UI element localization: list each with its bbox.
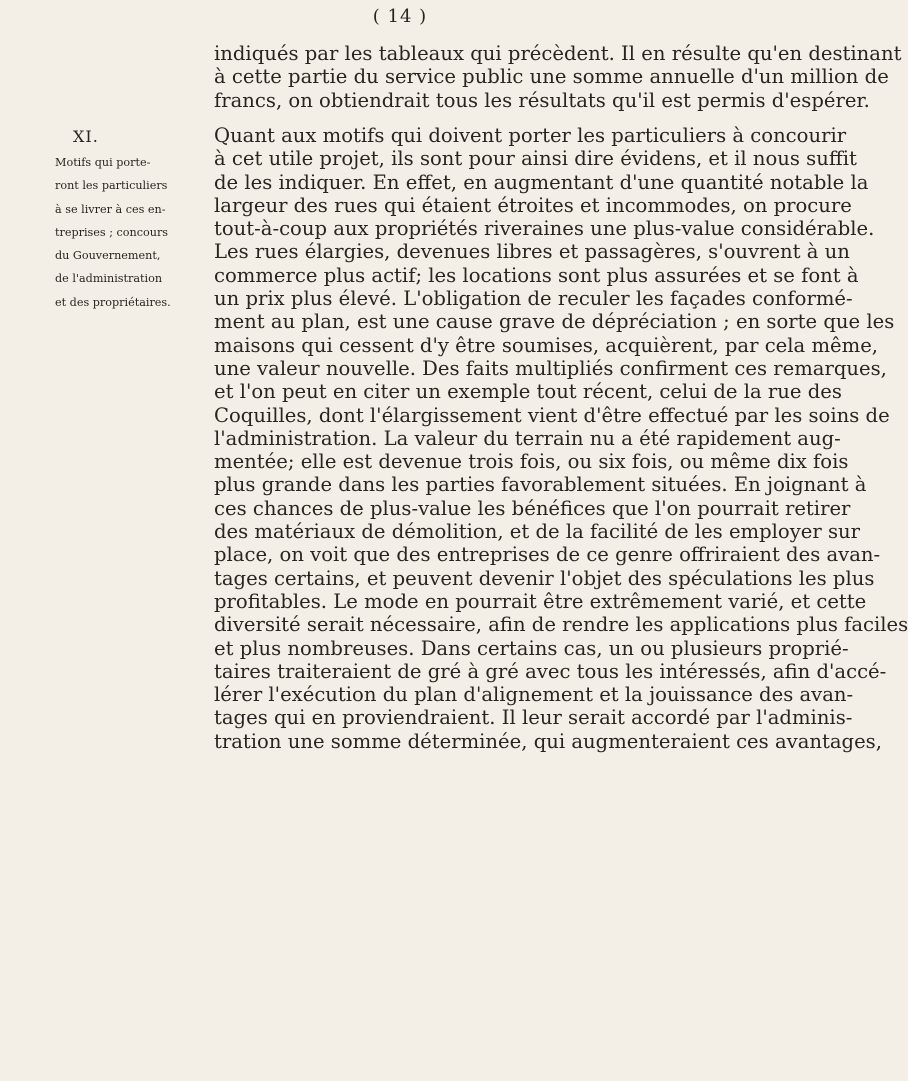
marginal-note-line: Motifs qui porte- — [55, 156, 151, 169]
marginal-note-line: et des propriétaires. — [55, 295, 171, 309]
text-line: à cet utile projet, ils sont pour ainsi dire évidens, et il nous suffit — [214, 147, 857, 171]
page-number: ( 14 ) — [372, 6, 428, 27]
marginal-note-line: du Gouvernement, — [55, 249, 161, 263]
text-line: des matériaux de démolition, et de la facilité de les employer sur — [214, 520, 861, 544]
text-line: ces chances de plus-value les bénéfices que l'on pourrait retirer — [214, 496, 851, 520]
text-line: indiqués par les tableaux qui précèdent. Il en résulte qu'en destinant — [214, 42, 902, 65]
text-line: place, on voit que des entreprises de ce genre offriraient des avan- — [214, 543, 881, 567]
text-line: une valeur nouvelle. Des faits multipliés confirment ces remarques, — [214, 356, 887, 380]
text-line: l'administration. La valeur du terrain nu a été rapidement aug- — [214, 426, 841, 450]
text-line: lérer l'exécution du plan d'alignement et la jouissance des avan- — [214, 683, 854, 707]
text-line: taires traiteraient de gré à gré avec tous les intéressés, afin d'accé- — [214, 659, 887, 683]
text-line: et plus nombreuses. Dans certains cas, un ou plusieurs proprié- — [214, 636, 849, 660]
marginal-note — [55, 151, 207, 314]
text-line: de les indiquer. En effet, en augmentant d'une quantité notable la — [214, 170, 869, 194]
text-line: tages certains, et peuvent devenir l'objet des spéculations les plus — [214, 566, 875, 590]
text-line: et l'on peut en citer un exemple tout récent, celui de la rue des — [214, 380, 842, 404]
marginal-note-line: ront les particuliers — [55, 179, 168, 193]
text-line: Coquilles, dont l'élargissement vient d'être effectué par les soins de — [214, 403, 890, 427]
text-line: maisons qui cessent d'y être soumises, acquièrent, par cela même, — [214, 333, 879, 357]
marginal-note-line: de l'administration — [55, 272, 163, 286]
marginal-note-line: treprises ; concours — [55, 225, 169, 239]
text-line: mentée; elle est devenue trois fois, ou six fois, ou même dix fois — [214, 450, 849, 474]
text-line: commerce plus actif; les locations sont plus assurées et se font à — [214, 263, 859, 287]
text-line: tout-à-coup aux propriétés riveraines une plus-value considérable. — [214, 217, 875, 241]
text-line: tration une somme déterminée, qui augmenteraient ces avantages, — [214, 729, 882, 753]
text-line: Quant aux motifs qui doivent porter les particuliers à concourir — [214, 124, 847, 147]
text-line: largeur des rues qui étaient étroites et incommodes, on procure — [214, 193, 852, 217]
text-line: Les rues élargies, devenues libres et passagères, s'ouvrent à un — [214, 240, 850, 264]
text-line: un prix plus élevé. L'obligation de reculer les façades conformé- — [214, 287, 853, 311]
text-line: profitables. Le mode en pourrait être extrêmement varié, et cette — [214, 589, 867, 613]
text-line: diversité serait nécessaire, afin de rendre les applications plus faciles — [214, 613, 908, 637]
text-line: plus grande dans les parties favorablement situées. En joignant à — [214, 473, 867, 497]
text-line: tages qui en proviendraient. Il leur serait accordé par l'adminis- — [214, 706, 853, 730]
text-line: francs, on obtiendrait tous les résultats qu'il est permis d'espérer. — [214, 88, 870, 112]
section-paragraph — [214, 124, 908, 753]
section-number: XI. — [73, 127, 99, 146]
marginal-note-line: à se livrer à ces en- — [55, 202, 166, 216]
opening-paragraph — [214, 42, 902, 112]
text-line: à cette partie du service public une somme annuelle d'un million de — [214, 65, 889, 89]
text-line: ment au plan, est une cause grave de dépréciation ; en sorte que les — [214, 310, 895, 334]
